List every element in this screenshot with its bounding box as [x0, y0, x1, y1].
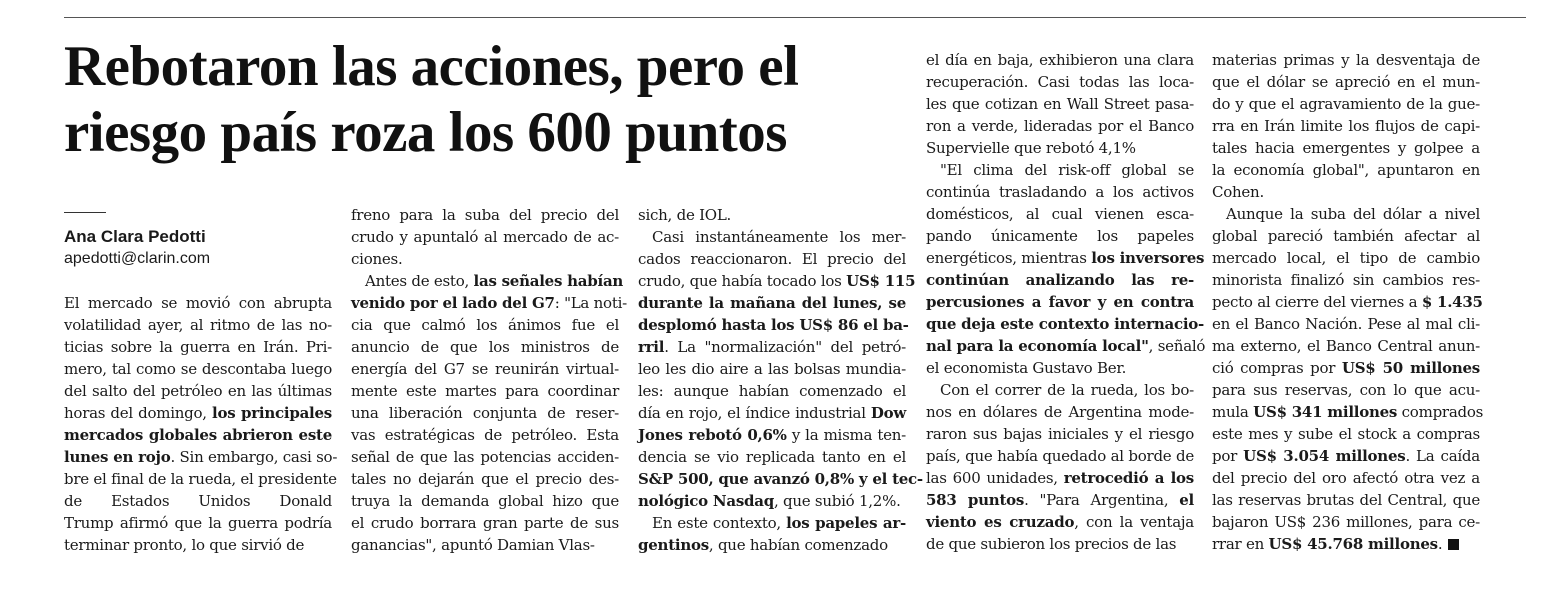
- text: y la misma ten-: [786, 426, 906, 444]
- text-line: [64, 336, 332, 358]
- text-line: [1212, 511, 1480, 533]
- bold-text: durante la mañana del lunes, se: [638, 294, 906, 312]
- author-email: apedotti@clarin.com: [64, 250, 211, 267]
- text-line: [351, 402, 619, 424]
- text-line: [351, 358, 619, 380]
- text: mula: [1212, 403, 1254, 421]
- text: Supervielle que rebotó 4,1%: [926, 139, 1136, 157]
- bold-text: las señales habían: [473, 272, 624, 290]
- text-line: [64, 512, 332, 534]
- text-line: [1212, 71, 1480, 93]
- bold-text: US$ 341 millones: [1253, 403, 1398, 421]
- text-line: [1212, 423, 1480, 445]
- text-line: [638, 402, 906, 424]
- bold-text: los papeles ar-: [786, 514, 906, 532]
- bold-text: retrocedió a los: [1063, 469, 1194, 487]
- text: mero, tal como se descontaba luego: [64, 360, 332, 378]
- text-line: [351, 424, 619, 446]
- text: ció compras por: [1212, 359, 1342, 377]
- bold-text: que deja este contexto internacio-: [926, 315, 1205, 333]
- text: ganancias", apuntó Damian Vlas-: [351, 536, 595, 554]
- text-line: [926, 313, 1205, 335]
- text-line: [926, 445, 1194, 467]
- bold-text: percusiones a favor y en contra: [926, 293, 1194, 311]
- bold-text: gentinos: [638, 536, 709, 554]
- text: bajaron US$ 236 millones, para ce-: [1212, 513, 1480, 531]
- text-line: [1212, 335, 1480, 357]
- text-line: [926, 489, 1194, 511]
- byline-rule: [64, 212, 106, 213]
- text: rra en Irán limite los flujos de capi-: [1212, 117, 1480, 135]
- text-line: [926, 225, 1194, 247]
- text: Antes de esto,: [365, 272, 474, 290]
- text-line: [1212, 269, 1480, 291]
- text-line: [926, 511, 1194, 533]
- text-line: [638, 534, 906, 556]
- text: , que habían comenzado: [708, 536, 888, 554]
- text-line: [638, 270, 916, 292]
- text: una liberación conjunta de reser-: [351, 404, 619, 422]
- text: este mes y sube el stock a compras: [1212, 425, 1480, 443]
- bold-text: S&P 500, que avanzó 0,8% y el tec-: [638, 470, 923, 488]
- text: mercado local, el tipo de cambio: [1212, 249, 1480, 267]
- text: Con el correr de la rueda, los bo-: [940, 381, 1194, 399]
- text: de Estados Unidos Donald: [64, 492, 332, 510]
- text-line: [638, 446, 906, 468]
- text-line: [638, 380, 906, 402]
- bold-text: venido por el lado del G7: [351, 294, 555, 312]
- text-line: [1212, 181, 1480, 203]
- bold-text: viento es cruzado: [926, 513, 1075, 531]
- text: . La caída: [1405, 447, 1480, 465]
- bold-text: los inversores: [1091, 249, 1205, 267]
- text: El mercado se movió con abrupta: [64, 294, 332, 312]
- text: en el Banco Nación. Pese al mal cli-: [1212, 315, 1480, 333]
- bold-text: nal para la economía local": [926, 337, 1149, 355]
- bold-text: US$ 50 millones: [1341, 359, 1480, 377]
- text-line: [64, 314, 332, 336]
- text: pecto al cierre del viernes a: [1212, 293, 1422, 311]
- text: leo les dio aire a las bolsas mundia-: [638, 360, 906, 378]
- bold-text: mercados globales abrieron este: [64, 426, 332, 444]
- text-line: [926, 71, 1194, 93]
- text: nos en dólares de Argentina mode-: [926, 403, 1194, 421]
- text: bre el final de la rueda, el presidente: [64, 470, 337, 488]
- text-line: [926, 401, 1194, 423]
- text-line: [638, 248, 906, 270]
- text: el crudo borrara gran parte de sus: [351, 514, 619, 532]
- text-line: [638, 512, 906, 534]
- text: truya la demanda global hizo que: [351, 492, 619, 510]
- bold-text: lunes en rojo: [64, 448, 171, 466]
- text: sich, de IOL.: [638, 206, 732, 224]
- text-line: [926, 269, 1194, 291]
- text: el día en baja, exhibieron una clara: [926, 51, 1194, 69]
- text: , que subió 1,2%.: [773, 492, 901, 510]
- text: Casi instantáneamente los mer-: [652, 228, 906, 246]
- headline-line: riesgo país roza los 600 puntos: [64, 101, 787, 164]
- bold-text: rril: [638, 338, 665, 356]
- text-line: [926, 159, 1194, 181]
- text-line: [1212, 489, 1480, 511]
- text-line: [926, 335, 1206, 357]
- text-line: [1212, 401, 1484, 423]
- text-line: [351, 380, 619, 402]
- bold-text: $ 1.435: [1421, 293, 1483, 311]
- text: rrar en: [1212, 535, 1269, 553]
- text-line: [351, 534, 619, 556]
- text: Cohen.: [1212, 183, 1264, 201]
- text: .: [1437, 535, 1443, 553]
- text-line: [1212, 115, 1480, 137]
- text-line: [1212, 203, 1480, 225]
- text-line: [1212, 533, 1480, 555]
- text: freno para la suba del precio del: [351, 206, 619, 224]
- text-line: [1212, 159, 1480, 181]
- text: , con la ventaja: [1074, 513, 1194, 531]
- text: En este contexto,: [652, 514, 787, 532]
- text-line: [351, 314, 619, 336]
- bold-text: Jones rebotó 0,6%: [638, 426, 787, 444]
- text: pando únicamente los papeles: [926, 227, 1194, 245]
- text: raron sus bajas iniciales y el riesgo: [926, 425, 1194, 443]
- article-column-1: [64, 292, 338, 556]
- text-line: [926, 533, 1194, 555]
- text-line: [64, 490, 332, 512]
- text-line: [64, 402, 332, 424]
- text-line: [926, 291, 1194, 313]
- text: . La "normalización" del petró-: [664, 338, 906, 356]
- text: ma externo, el Banco Central anun-: [1212, 337, 1480, 355]
- text-line: [1212, 313, 1480, 335]
- top-rule: [64, 17, 1526, 18]
- text: volatilidad ayer, al ritmo de las no-: [64, 316, 332, 334]
- text: la economía global", apuntaron en: [1212, 161, 1480, 179]
- text-line: [638, 336, 906, 358]
- text-line: [638, 226, 906, 248]
- text: materias primas y la desventaja de: [1212, 51, 1480, 69]
- text: energía del G7 se reunirán virtual-: [351, 360, 619, 378]
- text-line: [1212, 49, 1480, 71]
- text: . Sin embargo, casi so-: [170, 448, 338, 466]
- text-line: [1212, 93, 1480, 115]
- text: cia que calmó los ánimos fue el: [351, 316, 619, 334]
- text-line: [64, 446, 338, 468]
- text-line: [64, 380, 332, 402]
- text-line: [926, 181, 1194, 203]
- text-line: [926, 467, 1194, 489]
- text-line: [351, 468, 619, 490]
- text: "El clima del risk-off global se: [940, 161, 1194, 179]
- text: tales no dejarán que el precio des-: [351, 470, 619, 488]
- text: horas del domingo,: [64, 404, 212, 422]
- text: del salto del petróleo en las últimas: [64, 382, 332, 400]
- text-line: [351, 490, 619, 512]
- text-line: [638, 468, 923, 490]
- text-line: [351, 336, 619, 358]
- text-line: [638, 490, 906, 512]
- article-column-4: [926, 49, 1206, 555]
- text: les que cotizan en Wall Street pasa-: [926, 95, 1194, 113]
- text: cados reaccionaron. El precio del: [638, 250, 906, 268]
- text-line: [351, 292, 627, 314]
- text-line: [1212, 357, 1480, 379]
- text: les: aunque habían comenzado el: [638, 382, 906, 400]
- text: , señaló: [1148, 337, 1206, 355]
- text-line: [638, 424, 906, 446]
- text: Aunque la suba del dólar a nivel: [1226, 205, 1480, 223]
- text-line: [926, 203, 1194, 225]
- text-line: [638, 358, 906, 380]
- text-line: [64, 358, 332, 380]
- bold-text: Dow: [870, 404, 906, 422]
- text: del precio del oro afectó otra vez a: [1212, 469, 1480, 487]
- text-line: [351, 512, 619, 534]
- text: ticias sobre la guerra en Irán. Pri-: [64, 338, 332, 356]
- text: domésticos, al cual vienen esca-: [926, 205, 1194, 223]
- text: las reservas brutas del Central, que: [1212, 491, 1480, 509]
- text: ron a verde, lideradas por el Banco: [926, 117, 1194, 135]
- bold-text: US$ 3.054 millones: [1243, 447, 1406, 465]
- text: minorista finalizó sin cambios res-: [1212, 271, 1480, 289]
- text: : "La noti-: [554, 294, 627, 312]
- article-column-2: [351, 204, 627, 556]
- text-line: [1212, 445, 1480, 467]
- text: ciones.: [351, 250, 403, 268]
- text: global pareció también afectar al: [1212, 227, 1480, 245]
- text: . "Para Argentina,: [1024, 491, 1180, 509]
- text: dencia se vio replicada tanto en el: [638, 448, 906, 466]
- text: que el dólar se apreció en el mun-: [1212, 73, 1480, 91]
- text: vas estratégicas de petróleo. Esta: [351, 426, 619, 444]
- text: de que subieron los precios de las: [926, 535, 1177, 553]
- bold-text: US$ 45.768 millones: [1268, 535, 1438, 553]
- text: Trump afirmó que la guerra podría: [64, 514, 332, 532]
- text: día en rojo, el índice industrial: [638, 404, 871, 422]
- text-line: [64, 534, 332, 556]
- text: do y que el agravamiento de la gue-: [1212, 95, 1480, 113]
- text: país, que había quedado al borde de: [926, 447, 1194, 465]
- text: terminar pronto, lo que sirvió de: [64, 536, 305, 554]
- text-line: [1212, 379, 1480, 401]
- text: las 600 unidades,: [926, 469, 1064, 487]
- text-line: [351, 226, 619, 248]
- text-line: [926, 115, 1194, 137]
- bold-text: continúan analizando las re-: [926, 271, 1194, 289]
- text-line: [64, 292, 332, 314]
- text-line: [638, 314, 909, 336]
- text: por: [1212, 447, 1244, 465]
- text: crudo, que había tocado los: [638, 272, 847, 290]
- text-line: [926, 247, 1205, 269]
- bold-text: desplomó hasta los US$ 86 el ba-: [638, 316, 909, 334]
- bold-text: US$ 115: [846, 272, 916, 290]
- headline: [64, 34, 904, 166]
- text: continúa trasladando a los activos: [926, 183, 1194, 201]
- text-line: [926, 137, 1194, 159]
- text-line: [926, 93, 1194, 115]
- bold-text: nológico Nasdaq: [638, 492, 774, 510]
- text-line: [926, 379, 1194, 401]
- text: señal de que las potencias acciden-: [351, 448, 619, 466]
- text-line: [926, 423, 1194, 445]
- text: comprados: [1397, 403, 1484, 421]
- bold-text: 583 puntos: [926, 491, 1025, 509]
- text-line: [351, 446, 619, 468]
- article-column-5: [1212, 49, 1484, 555]
- text: tales hacia emergentes y golpee a: [1212, 139, 1480, 157]
- text-line: [638, 204, 906, 226]
- text-line: [926, 49, 1194, 71]
- text: para sus reservas, con lo que acu-: [1212, 381, 1480, 399]
- end-of-article-mark: [1448, 539, 1459, 550]
- text-line: [64, 468, 337, 490]
- text-line: [351, 248, 619, 270]
- headline-line: Rebotaron las acciones, pero el: [64, 35, 799, 98]
- text-line: [351, 270, 624, 292]
- text: energéticos, mientras: [926, 249, 1092, 267]
- text: el economista Gustavo Ber.: [926, 359, 1127, 377]
- author-name: Ana Clara Pedotti: [64, 227, 206, 246]
- article-column-3: [638, 204, 923, 556]
- text-line: [1212, 467, 1480, 489]
- byline: [64, 226, 334, 270]
- text-line: [638, 292, 906, 314]
- bold-text: los principales: [212, 404, 332, 422]
- text: mente este martes para coordinar: [351, 382, 619, 400]
- text-line: [1212, 225, 1480, 247]
- text-line: [1212, 291, 1483, 313]
- text-line: [1212, 247, 1480, 269]
- text: anuncio de que los ministros de: [351, 338, 619, 356]
- text-line: [351, 204, 619, 226]
- bold-text: el: [1179, 491, 1194, 509]
- text-line: [1212, 137, 1480, 159]
- text-line: [64, 424, 332, 446]
- text: crudo y apuntaló al mercado de ac-: [351, 228, 619, 246]
- text-line: [926, 357, 1194, 379]
- text: recuperación. Casi todas las loca-: [926, 73, 1194, 91]
